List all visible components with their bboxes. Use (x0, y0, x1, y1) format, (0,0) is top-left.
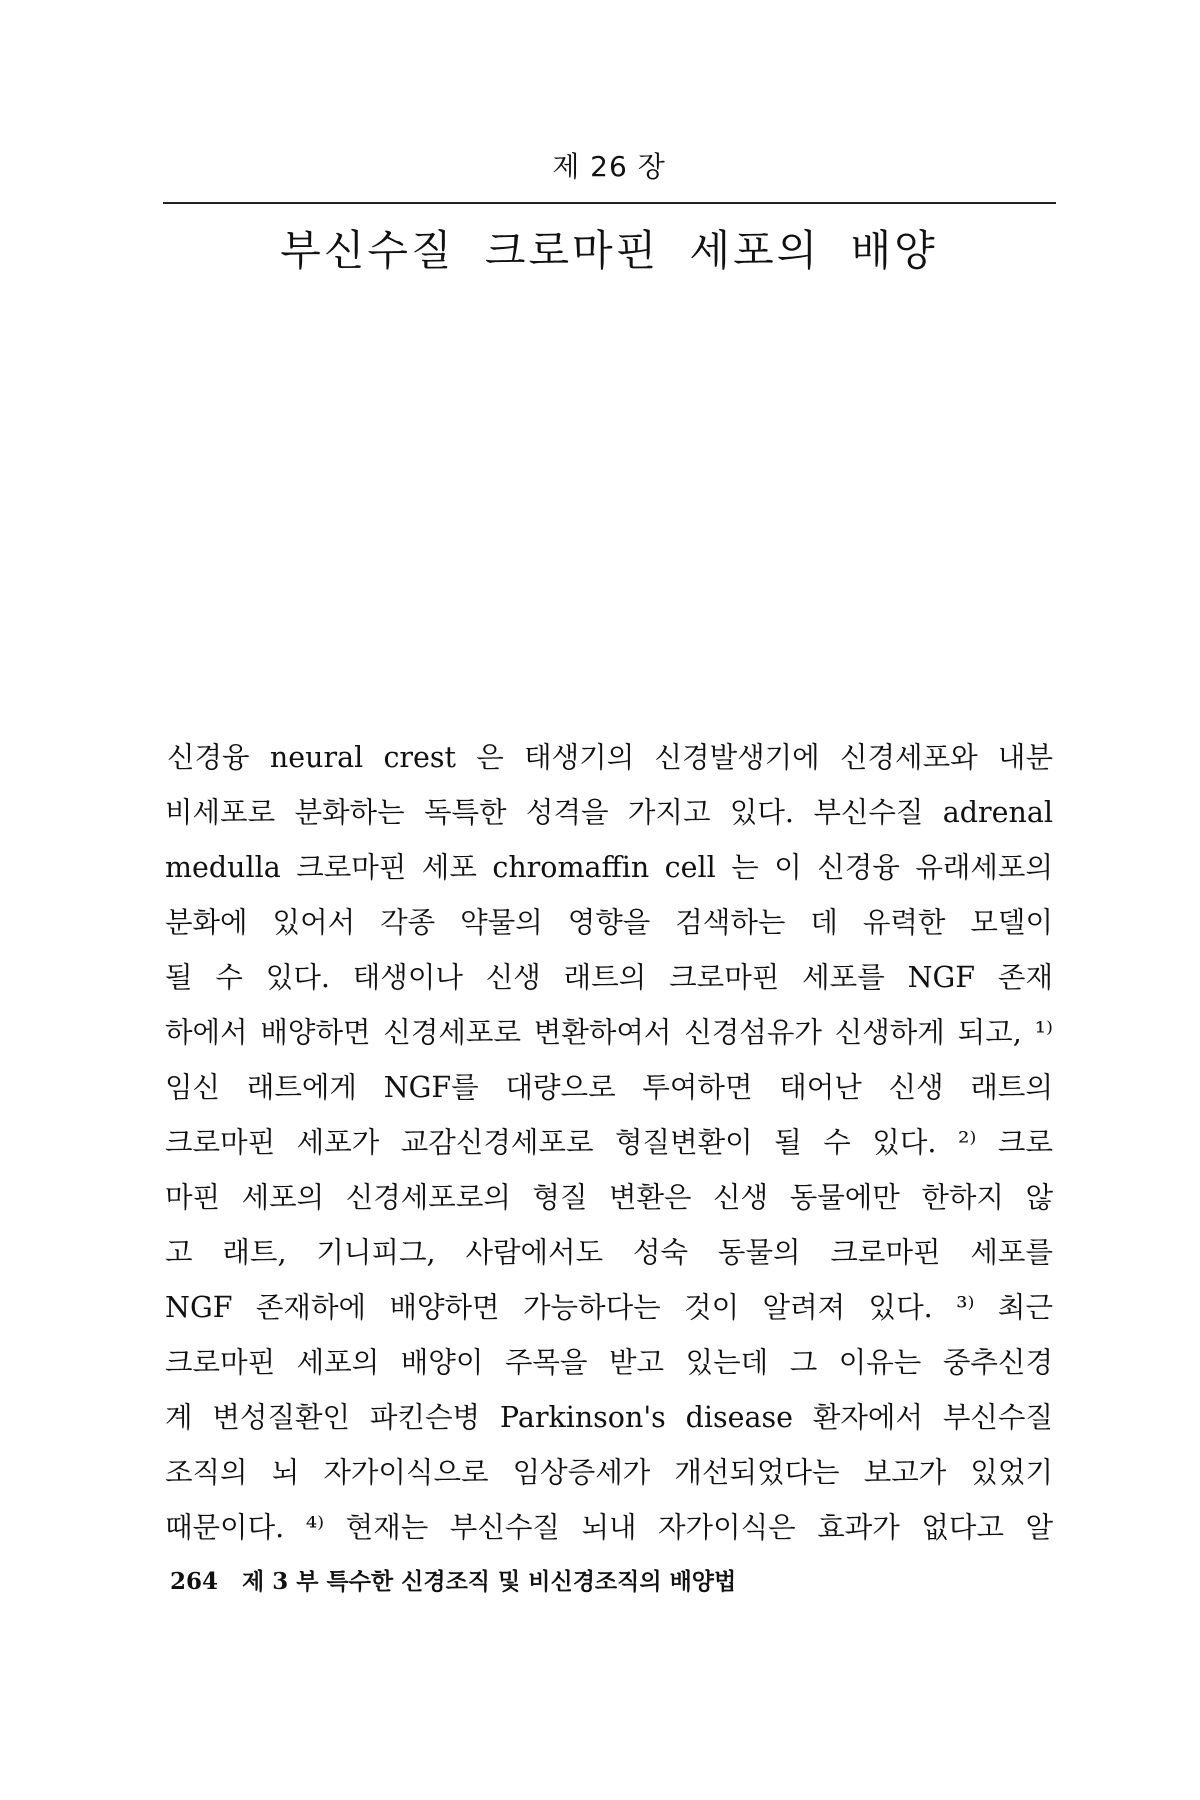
text-line: 비세포로 분화하는 독특한 성격을 가지고 있다. 부신수질 adrenal (165, 796, 1053, 829)
chapter-label: 제 26 장 (552, 150, 666, 183)
text-line: 조직의 뇌 자가이식으로 임상증세가 개선되었다는 보고가 있었기 (165, 1456, 1053, 1489)
text-line: 분화에 있어서 각종 약물의 영향을 검색하는 데 유력한 모델이 (165, 906, 1053, 939)
text-line: NGF 존재하에 배양하면 가능하다는 것이 알려져 있다. ³⁾ 최근 (165, 1291, 1053, 1324)
page-number: 264 (170, 1568, 219, 1595)
text-line: 마핀 세포의 신경세포로의 형질 변환은 신생 동물에만 한하지 않 (165, 1181, 1053, 1214)
text-line: 임신 래트에게 NGF를 대량으로 투여하면 태어난 신생 래트의 (165, 1071, 1053, 1104)
text-line: 신경융 neural crest 은 태생기의 신경발생기에 신경세포와 내분 (167, 741, 1053, 774)
chapter-title: 부신수질 크로마핀 세포의 배양 (280, 226, 938, 275)
text-line: 하에서 배양하면 신경세포로 변환하여서 신경섬유가 신생하게 되고, ¹⁾ (165, 1016, 1053, 1049)
text-line: 고 래트, 기니피그, 사람에서도 성숙 동물의 크로마핀 세포를 (165, 1236, 1053, 1269)
text-line: 크로마핀 세포가 교감신경세포로 형질변환이 될 수 있다. ²⁾ 크로 (165, 1126, 1053, 1159)
text-line: 크로마핀 세포의 배양이 주목을 받고 있는데 그 이유는 중추신경 (165, 1346, 1053, 1379)
text-line: 될 수 있다. 태생이나 신생 래트의 크로마핀 세포를 NGF 존재 (165, 961, 1053, 994)
text-line: 계 변성질환인 파킨슨병 Parkinson's disease 환자에서 부신수질 (165, 1401, 1053, 1434)
running-title: 제 3 부 특수한 신경조직 및 비신경조직의 배양법 (242, 1568, 737, 1595)
page-footer (170, 1563, 736, 1596)
chapter-divider (163, 202, 1056, 204)
text-line: medulla 크로마핀 세포 chromaffin cell 는 이 신경융 유래세포의 (165, 851, 1053, 884)
text-line: 때문이다. ⁴⁾ 현재는 부신수질 뇌내 자가이식은 효과가 없다고 알 (165, 1511, 1053, 1544)
body-paragraph (165, 730, 1053, 1555)
